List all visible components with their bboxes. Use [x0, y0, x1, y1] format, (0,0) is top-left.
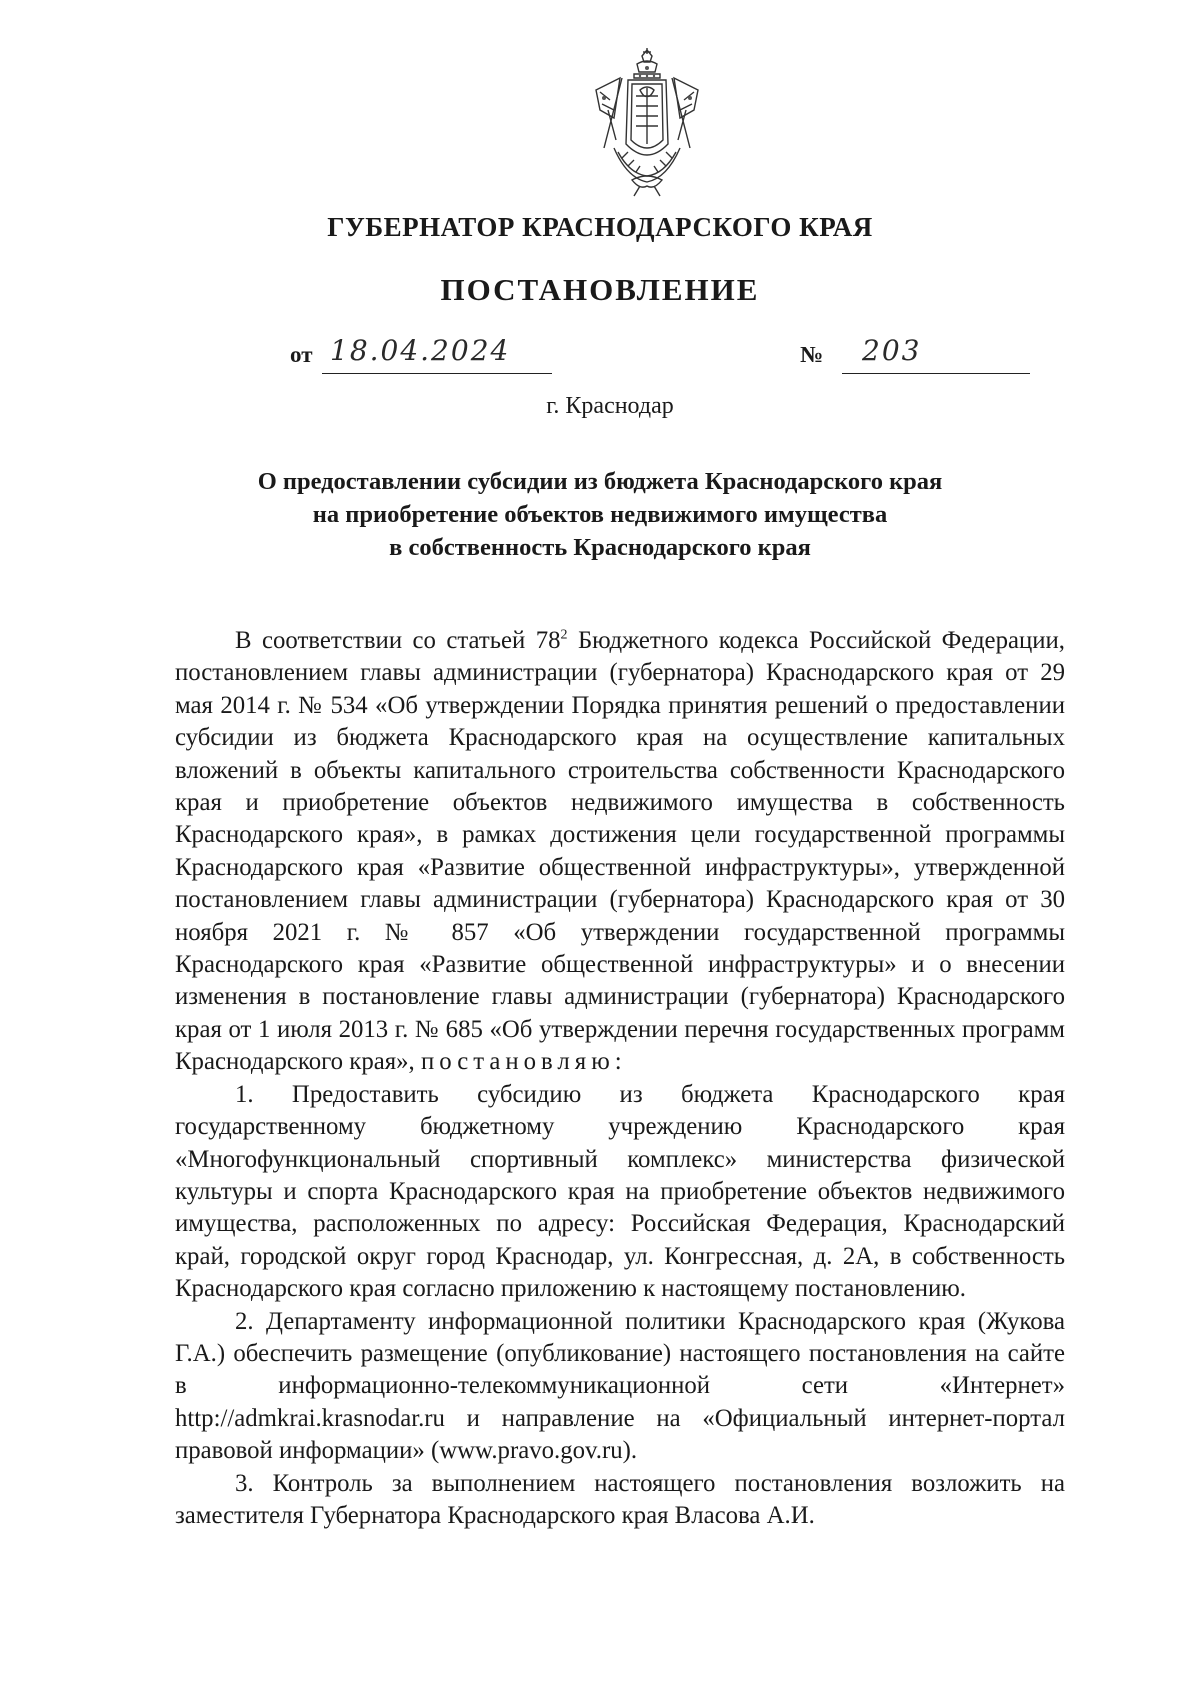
document-body	[175, 625, 1065, 1532]
preamble-start: В соответствии со статьей 78	[235, 627, 561, 654]
date-number-row	[290, 334, 1050, 378]
document-type: ПОСТАНОВЛЕНИЕ	[440, 272, 760, 307]
clause-paragraph: 1. Предоставить субсидию из бюджета Краснодарского края государственному бюджетному учреждению Краснодарского края «Многофункциональный спортивный комплекс» министерства физической культуры и спорта Краснодарского края на приобретение объектов недвижимого имущества, расположенных по адресу: Российская Федерация, Краснодарский край, городской округ город Краснодар, ул. Конгрессная, д. 2А, в собственность Краснодарского края согласно приложению к настоящему постановлению.	[175, 1080, 1065, 1303]
article-superscript: 2	[560, 627, 568, 643]
preamble-paragraph	[175, 625, 1065, 1079]
number-value: 203	[862, 334, 922, 367]
date-label: от	[290, 342, 313, 367]
city-name: г. Краснодар	[546, 393, 674, 419]
number-label: №	[800, 342, 824, 367]
title-line: О предоставлении субсидии из бюджета Краснодарского края	[257, 468, 943, 495]
clause-paragraph: 3. Контроль за выполнением настоящего постановления возложить на заместителя Губернатора Краснодарского края Власова А.И.	[175, 1469, 1065, 1529]
preamble-text: Бюджетного кодекса Российской Федерации, постановлением главы администрации (губернатора) Краснодарского края от 29 мая 2014 г. № 534 «Об утверждении Порядка принятия решений о предоставлении субсидии из бюджета Краснодарского края на осуществление капитальных вложений в объекты капитального строительства собственности Краснодарского края и приобретение объектов недвижимого имущества в собственность Краснодарского края», в рамках достижения цели государственной программы Краснодарского края «Развитие общественной инфраструктуры», утвержденной постановлением главы администрации (губернатора) Краснодарского края от 30 ноября 2021 г. № 857 «Об утверждении государственной программы Краснодарского края «Развитие общественной инфраструктуры» и о внесении изменения в постановление главы администрации (губернатора) Краснодарского края от 1 июля 2013 г. № 685 «Об утверждении перечня государственных программ Краснодарского края»,	[175, 627, 1065, 1076]
coat-of-arms-emblem	[592, 48, 702, 198]
document-title	[150, 465, 1050, 564]
date-value: 18.04.2024	[330, 334, 511, 367]
resolve-word: постановляю:	[420, 1048, 627, 1076]
number-underline	[842, 373, 1030, 374]
title-line: в собственность Краснодарского края	[389, 534, 811, 561]
date-underline	[322, 373, 552, 374]
issuing-authority: ГУБЕРНАТОР КРАСНОДАРСКОГО КРАЯ	[327, 212, 873, 242]
clause-paragraph: 2. Департаменту информационной политики Краснодарского края (Жукова Г.А.) обеспечить размещение (опубликование) настоящего постановления на сайте в информационно-телекоммуникационной сети «Интернет» http://admkrai.krasnodar.ru и направление на «Официальный интернет-портал правовой информации» (www.pravo.gov.ru).	[175, 1307, 1065, 1465]
title-line: на приобретение объектов недвижимого имущества	[312, 501, 888, 528]
